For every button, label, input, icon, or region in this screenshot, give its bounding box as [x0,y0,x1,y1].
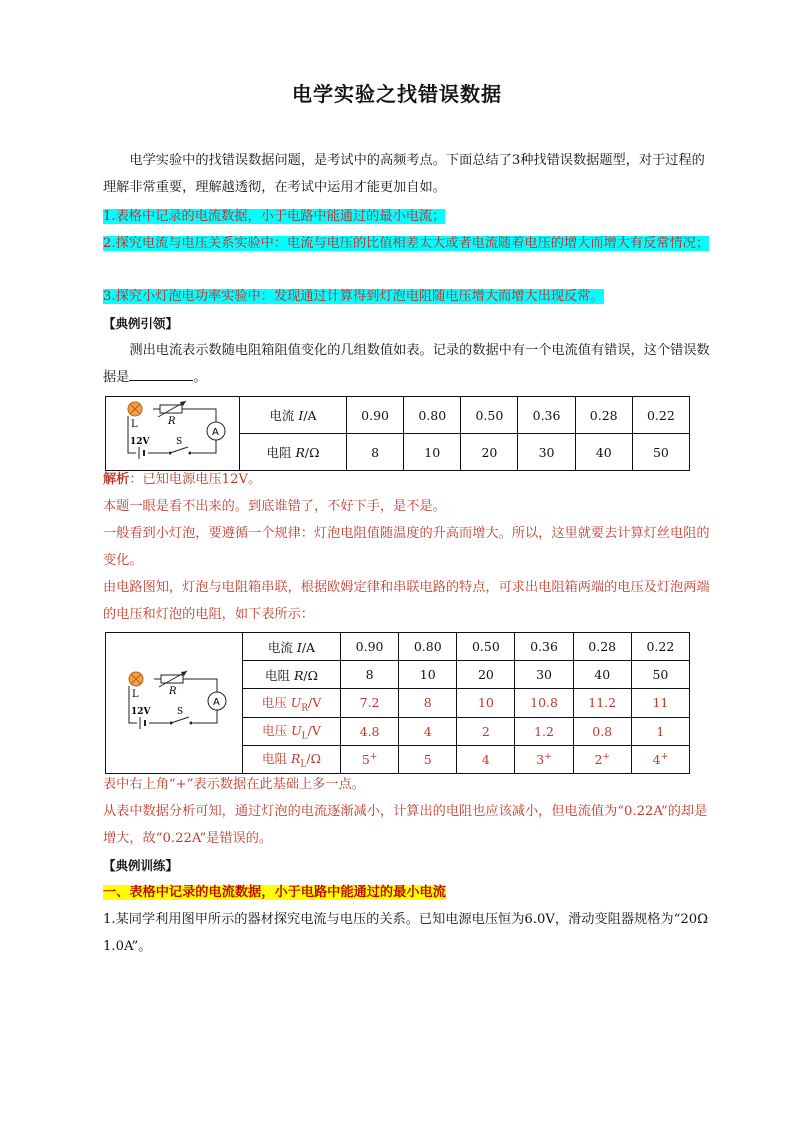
ammeter-label: A [211,427,219,438]
t2-rl-label: 电阻 $R_L/\Omega$ [243,745,341,773]
t1-current-label: 电流 I/A [240,397,347,434]
section-heading-training: 【典例训练】 [103,858,179,873]
analysis-label: 解析 [103,472,130,487]
t2-resist-cell: 40 [573,661,631,689]
t2-rl-value: 2 [594,751,603,767]
type-item-3 [103,284,718,311]
paragraph-1: 本题一眼是看不出来的。到底谁错了，不好下手，是不是。 [103,499,446,514]
intro-paragraph: 电学实验中的找错误数据问题，是考试中的高频考点。下面总结了3种找错误数据题型，对于过程的理解非常重要，理解越透彻，在考试中运用才能更加自如。 [103,153,705,195]
t2-current-cell: 0.28 [573,633,631,661]
t2-current-label: 电流 I/A [243,633,341,661]
analysis-text: ：已知电源电压12V。 [129,472,262,487]
paragraph-2: 一般看到小灯泡，要遵循一个规律：灯泡电阻值随温度的升高而增大。所以，这里就要去计算灯丝电阻的变化。 [103,526,710,568]
battery-label: 12V [131,706,151,717]
page-title: 电学实验之找错误数据 [292,82,502,106]
t2-rl-value: 5 [361,751,370,767]
t2-resist-label: 电阻 R/Ω [243,661,341,689]
t2-ul-cell: 4.8 [341,717,399,745]
switch-label: S [177,706,184,717]
t2-resist-cell: 10 [399,661,457,689]
t1-resist-cell: 30 [518,434,575,471]
t2-current-cell: 0.22 [631,633,689,661]
t2-current-cell: 0.36 [515,633,573,661]
t2-rl-cell [341,745,399,773]
t2-ur-cell: 8 [399,689,457,717]
data-table-1 [105,396,690,471]
t2-ur-cell: 10.8 [515,689,573,717]
lamp-label: L [132,688,139,700]
circuit-diagram-cell-2 [106,633,243,774]
type-item-2 [103,231,715,258]
data-table-2 [105,632,690,774]
switch-label: S [175,437,182,447]
t2-ur-cell: 11.2 [573,689,631,717]
circuit-diagram-icon [109,667,239,737]
question-end: 。 [193,369,207,385]
t2-current-cell: 0.80 [399,633,457,661]
answer-blank [129,366,193,381]
lamp-label: L [130,419,138,430]
question-text: 测出电流表示数随电阻箱阻值变化的几组数值如表。记录的数据中有一个电流值有错误，这个错误数据是 [103,343,710,385]
t2-ur-label: 电压 $U_R/V$ [243,689,341,717]
circuit-diagram-icon [108,397,238,467]
t2-rl-plus: + [660,751,669,762]
t1-current-cell: 0.36 [518,397,575,434]
rheostat-label: R [167,416,176,427]
rheostat-label: R [169,685,177,697]
t1-current-cell: 0.22 [632,397,689,434]
t1-resist-cell: 8 [347,434,404,471]
t1-resist-label: 电阻 R/Ω [240,434,347,471]
t2-rl-plus: + [602,751,610,762]
t2-rl-plus: + [544,751,552,762]
battery-label: 12V [129,437,150,447]
t2-rl-cell [457,745,515,773]
t2-rl-value: 5 [423,751,432,767]
t2-resist-cell: 30 [515,661,573,689]
subheading-text: 一、表格中记录的电流数据，小于电路中能通过的最小电流 [103,885,446,900]
t2-rl-value: 4 [652,751,661,767]
section-heading-example: 【典例引领】 [103,316,179,331]
paragraph-3: 由电路图知，灯泡与电阻箱串联，根据欧姆定律和串联电路的特点，可求出电阻箱两端的电压及灯泡两端的电压和灯泡的电阻，如下表所示： [103,580,710,622]
t2-resist-cell: 20 [457,661,515,689]
t2-resist-cell: 50 [631,661,689,689]
t2-rl-cell [515,745,573,773]
type-item-1 [103,204,718,231]
circuit-diagram-cell [106,397,240,471]
t1-current-cell: 0.90 [347,397,404,434]
t1-resist-cell: 20 [461,434,518,471]
t2-ul-cell: 1 [631,717,689,745]
t1-resist-cell: 10 [404,434,461,471]
t2-current-cell: 0.90 [341,633,399,661]
t2-ur-cell: 7.2 [341,689,399,717]
t1-resist-cell: 50 [632,434,689,471]
t2-rl-plus: + [369,751,378,762]
type-item-3-text: 3.探究小灯泡电功率实验中：发现通过计算得到灯泡电阻随电压增大而增大出现反常。 [103,289,604,304]
question-paragraph [103,338,718,391]
type-item-1-text: 1.表格中记录的电流数据，小于电路中能通过的最小电流； [103,209,446,224]
table-note: 表中右上角“+”表示数据在此基础上多一点。 [103,777,365,792]
t2-rl-cell [631,745,689,773]
paragraph-4: 从表中数据分析可知，通过灯泡的电流逐渐减小，计算出的电阻也应该减小，但电流值为“0.22A”的却是增大，故“0.22A”是错误的。 [103,804,708,846]
t2-resist-cell: 8 [341,661,399,689]
t2-ul-label: 电压 $U_L/V$ [243,717,341,745]
ammeter-label: A [213,696,220,708]
t2-ul-cell: 2 [457,717,515,745]
t2-ur-cell: 10 [457,689,515,717]
t2-ur-cell: 11 [631,689,689,717]
t2-rl-cell [399,745,457,773]
t1-resist-cell: 40 [575,434,632,471]
t2-rl-value: 4 [481,751,490,767]
t2-ul-cell: 0.8 [573,717,631,745]
t1-current-cell: 0.28 [575,397,632,434]
t2-current-cell: 0.50 [457,633,515,661]
t1-current-cell: 0.80 [404,397,461,434]
type-item-2-text: 2.探究电流与电压关系实验中：电流与电压的比值相差太大或者电流随着电压的增大而增大有反常情况； [103,236,710,251]
question-1: 1.某同学利用图甲所示的器材探究电流与电压的关系。已知电源电压恒为6.0V，滑动变阻器规格为“20Ω 1.0A”。 [103,912,709,954]
t2-ul-cell: 1.2 [515,717,573,745]
t2-ul-cell: 4 [399,717,457,745]
subheading-line [103,880,718,907]
t2-rl-value: 3 [536,751,545,767]
t2-rl-cell [573,745,631,773]
t1-current-cell: 0.50 [461,397,518,434]
analysis-line [103,467,718,494]
